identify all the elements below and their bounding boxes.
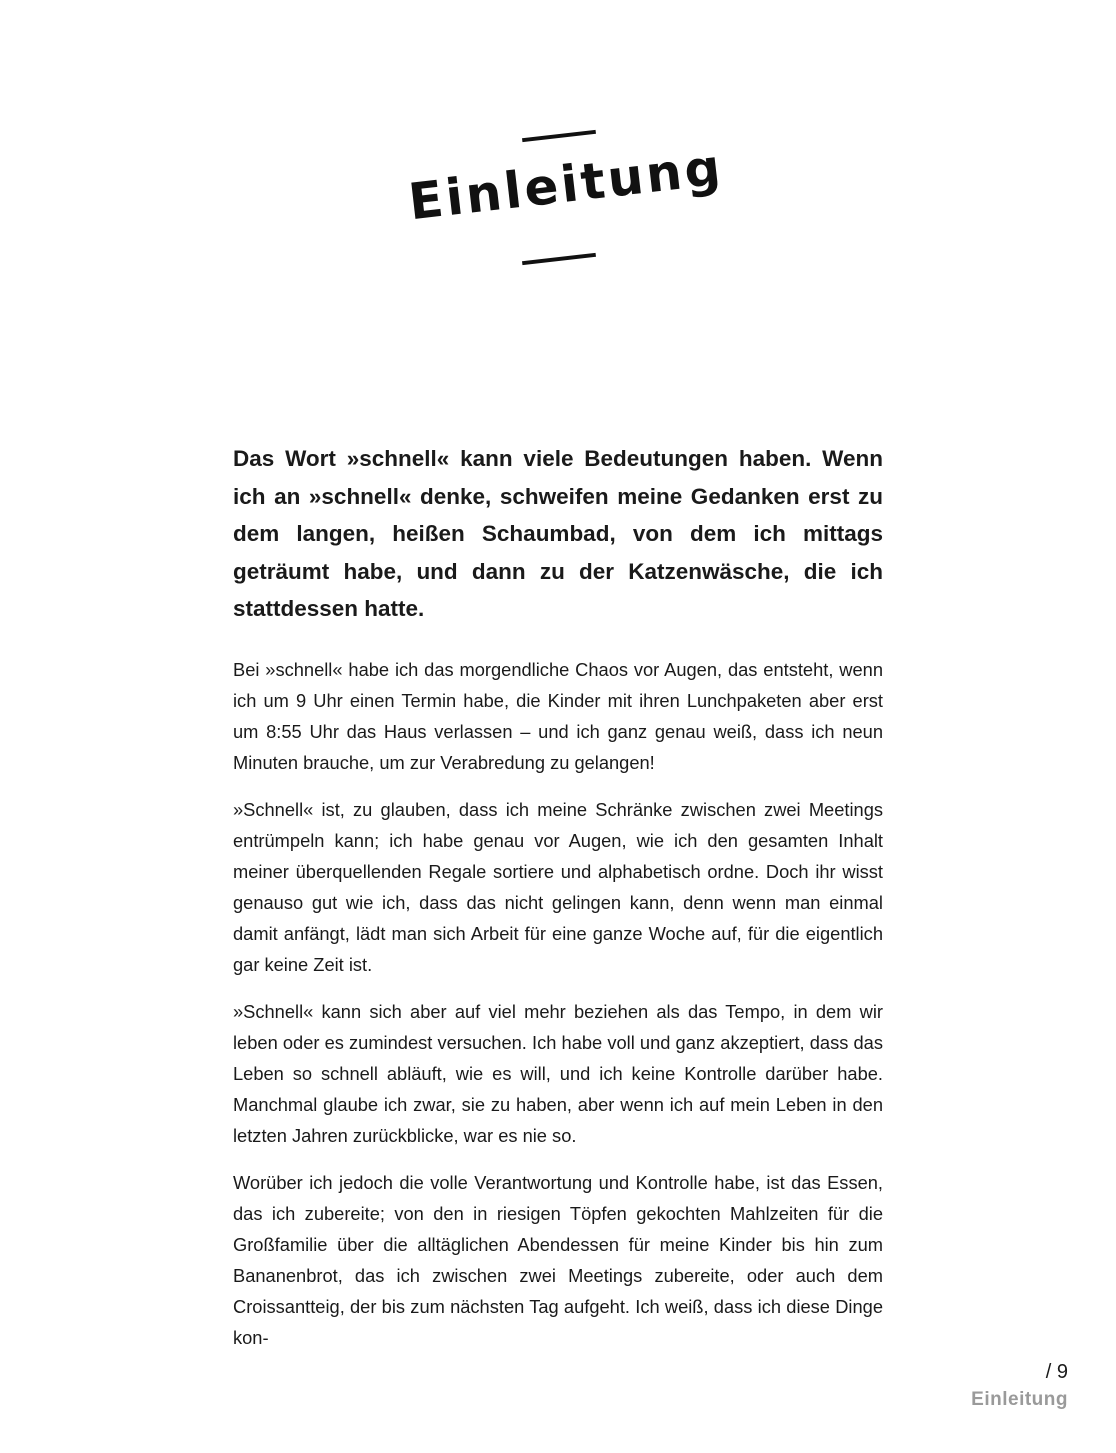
page-number: / 9 xyxy=(1045,1361,1068,1383)
body-text xyxy=(233,440,883,1369)
chapter-title-block xyxy=(400,120,727,280)
paragraph: Worüber ich jedoch die volle Verantwortung und Kontrolle habe, ist das Essen, das ich zubereite; von den in riesigen Töpfen gekochten Mahlzeiten für die Großfamilie über die alltäglichen Abendessen für meine Kinder bis hin zum Bananenbrot, das ich zwischen zwei Meetings zubereite, oder auch dem Croissantteig, der bis zum nächsten Tag aufgeht. Ich weiß, dass ich diese Dinge kon- xyxy=(233,1171,883,1348)
lead-paragraph: Das Wort »schnell« kann viele Bedeutungen haben. Wenn ich an »schnell« denke, schweifen meine Gedanken erst zu dem langen, heißen Schaumbad, von dem ich mittags geträumt habe, und dann zu der Katzenwäsche, die ich stattdessen hatte. xyxy=(233,446,883,621)
paragraph: Bei »schnell« habe ich das morgendliche Chaos vor Augen, das entsteht, wenn ich um 9 Uhr einen Termin habe, die Kinder mit ihren Lunchpaketen aber erst um 8:55 Uhr das Haus verlassen – und ich ganz genau weiß, dass ich neun Minuten brauche, um zur Verabredung zu gelangen! xyxy=(233,658,883,773)
running-section-title: Einleitung xyxy=(971,1389,1068,1410)
paragraph: »Schnell« kann sich aber auf viel mehr beziehen als das Tempo, in dem wir leben oder es zumindest versuchen. Ich habe voll und ganz akzeptiert, dass das Leben so schnell abläuft, wie es will, und ich keine Kontrolle darüber habe. Manchmal glaube ich zwar, sie zu haben, aber wenn ich auf mein Leben in den letzten Jahren zurückblicke, war es nie so. xyxy=(233,1000,883,1146)
title-rule-top xyxy=(522,130,596,142)
title-rule-bottom xyxy=(522,253,596,265)
paragraph: »Schnell« ist, zu glauben, dass ich meine Schränke zwischen zwei Meetings entrümpeln kann; ich habe genau vor Augen, wie ich den gesamten Inhalt meiner überquellenden Regale sortiere und alphabetisch ordne. Doch ihr wisst genauso gut wie ich, dass das nicht gelingen kann, denn wenn man einmal damit anfängt, lädt man sich Arbeit für eine ganze Woche auf, für die eigentlich gar keine Zeit ist. xyxy=(233,798,883,975)
page-footer xyxy=(971,1358,1068,1414)
chapter-title: Einleitung xyxy=(405,137,727,232)
